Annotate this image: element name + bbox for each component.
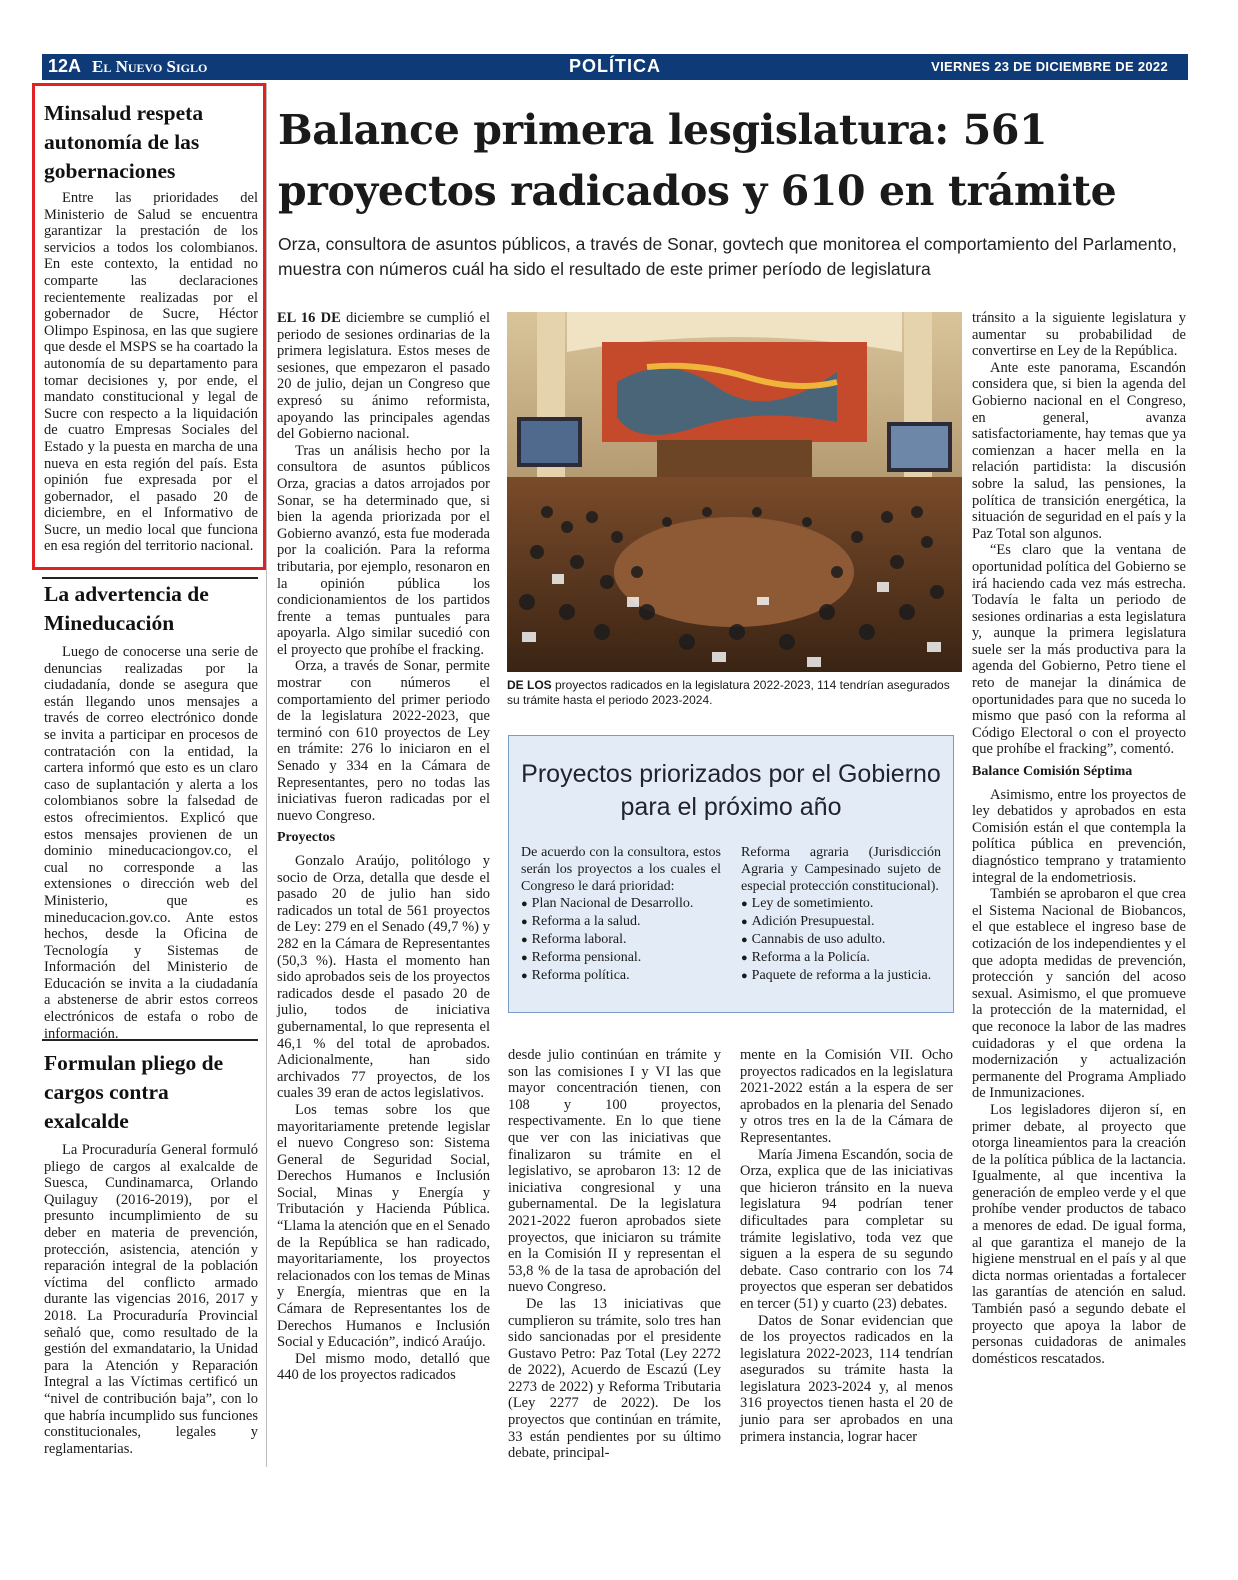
article-column-4	[972, 310, 1186, 1367]
lead-in: EL 16 DE	[277, 310, 341, 326]
list-item: ● Ley de sometimiento.	[741, 895, 941, 913]
priority-projects-box	[508, 735, 954, 1013]
masthead-bar	[42, 54, 1188, 80]
list-item: ● Reforma a la salud.	[521, 913, 721, 931]
article-column-3	[740, 1047, 953, 1445]
sidebar-story-minsalud	[44, 99, 258, 555]
caption-lead: DE LOS	[507, 678, 552, 692]
photo-illustration	[507, 312, 962, 672]
article-column-2	[508, 1047, 721, 1462]
list-item: ● Cannabis de uso adulto.	[741, 931, 941, 949]
box-left-list	[521, 895, 721, 985]
article-paragraph: Datos de Sonar evidencian que de los proyectos radicados en la legislatura 2022-2023, 114 tendrían asegurados su trámite hasta la legislatura 2023-2024 y, al menos 316 proyectos tienen hasta el 20 de junio para ser aprobados en una primera instancia, lograr hacer	[740, 1312, 953, 1445]
issue-date: VIERNES 23 DE DICIEMBRE DE 2022	[931, 59, 1168, 74]
article-paragraph: Asimismo, entre los proyectos de ley debatidos y aprobados en esta Comisión están el que contempla la política pública en prevención, diagnóstico temprano y tratamiento integral de la endometriosis.	[972, 786, 1186, 886]
story-body: Luego de conocerse una serie de denuncias realizadas por la ciudadanía, donde se asegura que están llegando unos mensajes a través de correo electrónico donde se invita a participar en procesos de contratación con la entidad, la cartera informó que esto es un claro caso de suplantación y alerta a los colombianos sobre la falsedad de estos ofrecimientos. Explicó que estos mensajes provienen de un dominio mineducaciongov.co, el cual no corresponde a las extensiones o dirección web del Ministerio, que es mineducacion.gov.co. Ante estos hechos, desde la Oficina de Tecnología y Sistemas de Información del Ministerio de Educación se invita a la ciudadanía a abstenerse de abrir estos correos electrónicos de estafa o robo de información.	[44, 644, 258, 1042]
article-paragraph: EL 16 DE diciembre se cumplió el periodo de sesiones ordinarias de la primera legislatura. Estos meses de sesiones, que empezaron el pasado 20 de julio, dejan un Congreso que expresó su ánimo reformista, apoyando las principales agendas del Gobierno nacional.	[277, 310, 490, 443]
list-item: ● Plan Nacional de Desarrollo.	[521, 895, 721, 913]
page-number: 12A	[48, 56, 82, 76]
newspaper-name: El Nuevo Siglo	[92, 57, 208, 76]
article-paragraph: Los legisladores dijeron sí, en primer debate, al proyecto que otorga lineamientos para la creación de la política pública de la lactancia. Igualmente, al que incentiva la generación de empleo verde y el que prohíbe vender productos de tabaco a menores de edad. De igual forma, al que garantiza el manejo de la higiene menstrual en el país y al que dicta normas orientadas a fortalecer las garantías de atención en salud. También pasó a segundo debate el proyecto que apoya la labor de personas cuidadoras de animales domésticos rescatados.	[972, 1101, 1186, 1367]
article-subhead: Proyectos	[277, 830, 336, 846]
list-item: ● Reforma laboral.	[521, 931, 721, 949]
article-paragraph: Del mismo modo, detalló que 440 de los proyectos radicados	[277, 1350, 490, 1384]
sidebar-story-exalcalde	[44, 1049, 258, 1457]
column-separator	[266, 83, 267, 1467]
article-paragraph: tránsito a la siguiente legislatura y aumentar su probabilidad de convertirse en Ley de la República.	[972, 310, 1186, 360]
list-item: ● Reforma pensional.	[521, 949, 721, 967]
sidebar-story-mineducacion	[44, 580, 258, 1042]
article-paragraph: Orza, a través de Sonar, permite mostrar con números el comportamiento del primer periodo de la legislatura 2022-2023, que terminó con 610 proyectos de Ley en trámite: 276 lo iniciaron en el Senado y 334 en la Cámara de Representantes, pero no todas las iniciativas fueron radicadas por el nuevo Congreso.	[277, 658, 490, 824]
article-paragraph: Ante este panorama, Escandón considera que, si bien la agenda del Gobierno nacional en el Congreso, en general, avanza satisfactoriamente, hay temas que ya comienzan a hacer mella en la relación partidista: la discusión sobre la salud, las pensiones, la política de transición energética, la situación de seguridad en el país y la Paz Total son algunos.	[972, 359, 1186, 542]
article-paragraph: También se aprobaron el que crea el Sistema Nacional de Biobancos, el que establece el ingreso base de cotización de los independientes y el que adopta medidas de prevención, protección y sanción del acoso sexual. Asimismo, el que promueve la protección de la maternidad, el que reconoce la labor de las madres cuidadoras y el que ordena la modernización y actualización permanente del Programa Ampliado de Inmunizaciones.	[972, 886, 1186, 1102]
photo-caption: DE LOS proyectos radicados en la legislatura 2022-2023, 114 tendrían asegurados su trámite hasta el periodo 2023-2024.	[507, 678, 950, 707]
section-title: POLÍTICA	[569, 56, 661, 76]
box-intro: De acuerdo con la consultora, estos serán los proyectos a los cuales el Congreso le dará prioridad:	[521, 845, 721, 894]
congress-plenary-photo	[507, 312, 962, 672]
article-paragraph: María Jimena Escandón, socia de Orza, explica que de las iniciativas que hicieron tránsito en la nueva legislatura 94 podrían tener dificultades para completar su trámite legislativo, toda vez que siguen a la espera de su segundo debate. Caso contrario con los 74 proyectos que esperan ser debatidos en tercer (51) y cuarto (23) debates.	[740, 1146, 953, 1312]
article-column-1	[277, 310, 490, 1384]
story-title: Minsalud respeta autonomía de las gobernaciones	[44, 101, 204, 183]
article-paragraph: Los temas sobre los que mayoritariamente pretende legislar el nuevo Congreso son: Sistema General de Seguridad Social, Derechos Humanos e Inclusión Social, Minas y Energía y Tributación y Hacienda Pública. “Llama la atención que en el Senado de la República se han radicado, mayoritariamente, los proyectos relacionados con los temas de Minas y Energía, mientras que en la Cámara de Representantes los de Derechos Humanos e Inclusión Social y Educación”, indicó Araújo.	[277, 1101, 491, 1351]
box-right-column	[741, 844, 941, 985]
article-paragraph: Tras un análisis hecho por la consultora de asuntos públicos Orza, gracias a datos arrojados por Sonar, se ha determinado que, si bien la agenda priorizada por el Gobierno avanzó, esta fue moderada por la coalición. Para la reforma tributaria, por ejemplo, resonaron en la opinión pública los condicionamientos de los partidos frente a temas puntuales para apoyarla. Algo similar sucedió con el proyecto que prohíbe el fracking.	[277, 442, 490, 658]
box-right-intro: Reforma agraria (Jurisdicción Agraria y Campesinado sujeto de especial protección constitucional).	[741, 845, 941, 894]
story-body: La Procuraduría General formuló pliego de cargos al exalcalde de Suesca, Cundinamarca, Orlando Quilaguy (2016-2019), por el presunto incumplimiento de su deber en materia de prevención, protección, asistencia, atención y reparación integral de la población víctima del conflicto armado durante las vigencias 2016, 2017 y 2018. La Procuraduría Provincial señaló que, como resultado de la gestión del exmandatario, la Unidad para la Atención y Reparación Integral a las Víctimas certificó un “nivel de contribución baja”, con lo que habría incumplido sus funciones constitucionales, legales y reglamentarias.	[44, 1142, 258, 1457]
main-headline: Balance primera lesgislatura: 561 proyectos radicados y 610 en trámite	[278, 106, 1117, 215]
article-paragraph: “Es claro que la ventana de oportunidad política del Gobierno se irá haciendo cada vez más estrecha. Todavía le falta un periodo de sesiones ordinarias a esta legislatura y, aunque la primera legislatura suele ser la más productiva para la agenda del Gobierno, Petro tiene el reto de manejar la dinámica de oportunidades para que no suceda lo mismo que pasó con la reforma al Código Electoral o con el proyecto que prohíbe el fracking”, comentó.	[972, 542, 1186, 758]
article-paragraph: Gonzalo Araújo, politólogo y socio de Orza, detalla que desde el pasado 20 de julio han sido radicados un total de 561 proyectos de Ley: 279 en el Senado (49,7 %) y 282 en la Cámara de Representantes (50,3 %). Hasta el momento han sido aprobados seis de los proyectos radicados desde el pasado 20 de julio, todos de iniciativa gubernamental, lo que representa el 46,1 % del total de aprobados. Adicionalmente, han sido archivados 77 proyectos, de los cuales 39 eran de actos legislativos.	[277, 853, 490, 1102]
list-item: ● Reforma a la Policía.	[741, 949, 941, 967]
section-divider	[42, 1039, 258, 1041]
story-title: La advertencia de Mineducación	[44, 582, 209, 635]
story-title: Formulan pliego de cargos contra exalcalde	[44, 1051, 224, 1133]
box-title: Proyectos priorizados por el Gobierno para el próximo año	[521, 760, 941, 821]
main-dek: Orza, consultora de asuntos públicos, a través de Sonar, govtech que monitorea el comportamiento del Parlamento, muestra con números cuál ha sido el resultado de este primer período de legislatura	[278, 234, 1177, 279]
story-body: Entre las prioridades del Ministerio de Salud se encuentra garantizar la prestación de los servicios a todos los colombianos. En este contexto, la entidad no comparte las declaraciones recientemente realizadas por el gobernador de Sucre, Héctor Olimpo Espinosa, en las que sugiere que desde el MSPS se ha coartado la autonomía de su departamento para tomar decisiones y, por ende, el mandato constitucional y legal de Sucre con respecto a la liquidación de cuatro Empresas Sociales del Estado y la puesta en marcha de una nueva en esta región del país. Esta opinión fue expresada por el gobernador, el pasado 20 de diciembre, en el Informativo de Sucre, un medio local que funciona en esa región del territorio nacional.	[44, 190, 258, 555]
list-item: ● Paquete de reforma a la justicia.	[741, 967, 941, 985]
article-paragraph: mente en la Comisión VII. Ocho proyectos radicados en la legislatura 2021-2022 están a la espera de ser aprobados en la plenaria del Senado y otros tres en la de la Cámara de Representantes.	[740, 1047, 953, 1146]
box-right-list	[741, 895, 941, 985]
article-paragraph: De las 13 iniciativas que cumplieron su trámite, solo tres han sido sancionadas por el presidente Gustavo Petro: Paz Total (Ley 2272 de 2022), Acuerdo de Escazú (Ley 2273 de 2022) y Reforma Tributaria (Ley 2277 de 2022). De los proyectos que continúan en trámite, 33 están pendientes por su último debate, principal-	[508, 1295, 721, 1462]
article-subhead: Balance Comisión Séptima	[972, 764, 1133, 780]
section-divider	[42, 577, 258, 579]
article-paragraph: desde julio continúan en trámite y son las comisiones I y VI las que mayor concentración tienen, con 108 y 100 proyectos, respectivamente. En lo que tiene que ver con las iniciativas que finalizaron su trámite en el legislativo, se aprobaron 13: 12 de iniciativa congresional y una gubernamental. De la legislatura 2021-2022 fueron aprobados siete proyectos, que iniciaron su trámite en la Comisión II y representan el 53,8 % de la tasa de aprobación del nuevo Congreso.	[508, 1047, 721, 1296]
box-left-column	[521, 844, 721, 985]
list-item: ● Adición Presupuestal.	[741, 913, 941, 931]
list-item: ● Reforma política.	[521, 967, 721, 985]
